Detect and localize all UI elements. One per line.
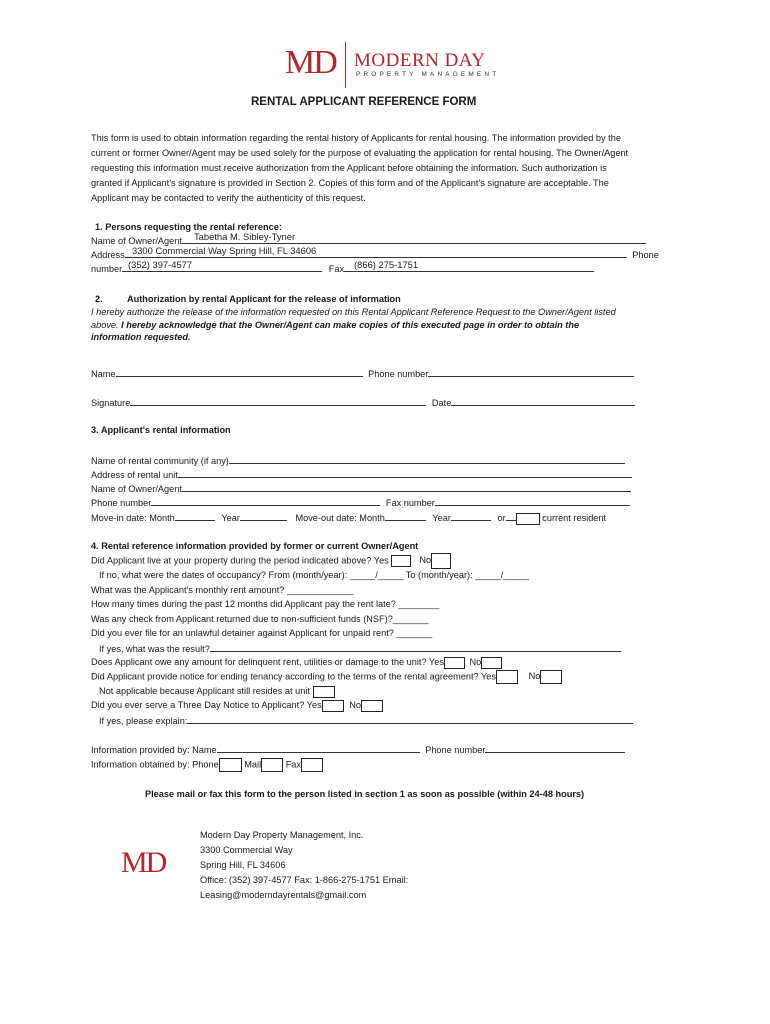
address-label: Address bbox=[91, 250, 125, 260]
rental-address-label: Address of rental unit bbox=[91, 470, 178, 480]
rental-owner-label: Name of Owner/Agent bbox=[91, 484, 182, 494]
company-email: Leasing@moderndayrentals@gmail.com bbox=[200, 890, 367, 900]
move-in-month-label: Move-in date: Month bbox=[91, 513, 175, 523]
intro-line: requesting this information must receive authorization from the Applicant before obtaining the information. Such authorization is bbox=[91, 163, 607, 173]
three-day-no-checkbox[interactable] bbox=[361, 700, 383, 712]
q-three-day-notice bbox=[91, 699, 383, 712]
community-field[interactable] bbox=[229, 454, 625, 464]
date-field[interactable] bbox=[451, 396, 635, 406]
fax-label: Fax bbox=[328, 264, 345, 274]
move-in-year-label: Year bbox=[221, 513, 240, 523]
logo-name: MODERN DAY bbox=[354, 50, 486, 71]
provided-by-label: Information provided by: Name bbox=[91, 745, 217, 755]
provided-by-row bbox=[91, 743, 625, 756]
section3-heading: 3. Applicant's rental information bbox=[91, 425, 231, 435]
provided-by-phone-label: Phone number bbox=[425, 745, 486, 755]
obtained-phone-checkbox[interactable] bbox=[219, 758, 242, 772]
notice-yes-checkbox[interactable] bbox=[496, 670, 518, 684]
authorization-text: above. bbox=[91, 320, 119, 330]
no-label: No bbox=[349, 700, 361, 710]
intro-line: current or former Owner/Agent may be used solely for the purpose of evaluating the application for rental housing. The Owner/Agent bbox=[91, 148, 629, 158]
signature-row bbox=[91, 396, 635, 409]
intro-line: Applicant may be contacted to verify the authenticity of this request. bbox=[91, 193, 366, 203]
applicant-name-label: Name bbox=[91, 369, 116, 379]
footer-logo-mark: MD bbox=[121, 846, 166, 879]
q-detainer-result bbox=[99, 642, 621, 655]
rental-phone-field[interactable] bbox=[151, 496, 380, 506]
obtained-by-label: Information obtained by: Phone bbox=[91, 759, 219, 770]
section1-heading: 1. Persons requesting the rental reference: bbox=[95, 222, 282, 232]
still-resides-checkbox[interactable] bbox=[313, 686, 335, 698]
or-label: or bbox=[497, 513, 506, 523]
community-row bbox=[91, 454, 625, 467]
authorization-line bbox=[91, 319, 579, 331]
provided-by-phone-field[interactable] bbox=[485, 743, 625, 753]
logo-mark: MD bbox=[285, 44, 336, 81]
rental-owner-row bbox=[91, 482, 631, 495]
rental-address-field[interactable] bbox=[178, 468, 632, 478]
q-still-resides bbox=[99, 685, 335, 698]
rental-fax-field[interactable] bbox=[435, 496, 630, 506]
obtained-fax-checkbox[interactable] bbox=[301, 758, 323, 772]
lived-yes-checkbox[interactable] bbox=[391, 555, 411, 567]
applicant-phone-field[interactable] bbox=[428, 367, 634, 377]
q-late-payments: How many times during the past 12 months did Applicant pay the rent late? ________ bbox=[91, 599, 440, 609]
detainer-result-field[interactable] bbox=[210, 642, 621, 652]
intro-line: This form is used to obtain information regarding the rental history of Applicants for rental housing. The information provided by the bbox=[91, 133, 621, 143]
logo-divider bbox=[345, 42, 346, 88]
q-nsf-check: Was any check from Applicant returned due to non-sufficient funds (NSF)?_______ bbox=[91, 614, 429, 624]
three-day-label: Did you ever serve a Three Day Notice to Applicant? Yes bbox=[91, 700, 322, 710]
obtained-mail-checkbox[interactable] bbox=[261, 758, 283, 772]
notice-no-checkbox[interactable] bbox=[540, 670, 562, 684]
applicant-name-field[interactable] bbox=[116, 367, 363, 377]
authorization-line: information requested. bbox=[91, 332, 191, 342]
logo-subtitle: PROPERTY MANAGEMENT bbox=[356, 71, 500, 78]
lived-no-checkbox[interactable] bbox=[431, 553, 451, 569]
still-resides-label: Not applicable because Applicant still resides at unit bbox=[99, 686, 310, 696]
authorization-line: I hereby authorize the release of the information requested on this Rental Applicant Reference Request to the Owner/Agent listed bbox=[91, 307, 616, 317]
fax-label: Fax bbox=[285, 759, 302, 770]
explain-field[interactable] bbox=[187, 714, 633, 724]
section4-heading: 4. Rental reference information provided by former or current Owner/Agent bbox=[91, 541, 419, 551]
move-out-year-field[interactable] bbox=[451, 511, 491, 521]
company-city: Spring Hill, FL 34606 bbox=[200, 860, 286, 870]
company-street: 3300 Commercial Way bbox=[200, 845, 293, 855]
acknowledgement-text: I hereby acknowledge that the Owner/Agent can make copies of this executed page in order to obtain the bbox=[118, 320, 580, 330]
number-label: number bbox=[91, 264, 123, 274]
rental-address-row bbox=[91, 468, 632, 481]
notice-label: Did Applicant provide notice for ending tenancy according to the terms of the rental agreement? Yes bbox=[91, 671, 497, 682]
signature-field[interactable] bbox=[130, 396, 426, 406]
three-day-yes-checkbox[interactable] bbox=[322, 700, 344, 712]
rental-phone-label: Phone number bbox=[91, 498, 152, 508]
contact-block bbox=[200, 828, 408, 903]
q-unlawful-detainer: Did you ever file for an unlawful detainer against Applicant for unpaid rent? _______ bbox=[91, 628, 433, 638]
fax-field[interactable]: (866) 275-1751 bbox=[354, 259, 419, 270]
move-dates-row bbox=[91, 511, 606, 525]
section2-number: 2. bbox=[95, 294, 103, 304]
address-field[interactable]: 3300 Commercial Way Spring Hill, FL 34606 bbox=[132, 245, 317, 256]
owe-no-checkbox[interactable] bbox=[481, 657, 502, 669]
applicant-phone-label: Phone number bbox=[368, 369, 429, 379]
community-label: Name of rental community (if any) bbox=[91, 456, 229, 466]
applicant-name-row bbox=[91, 367, 634, 380]
phone-label: Phone bbox=[632, 250, 659, 260]
obtained-by-row bbox=[91, 758, 323, 772]
provided-by-name-field[interactable] bbox=[217, 743, 420, 753]
move-out-year-label: Year bbox=[432, 513, 451, 523]
move-in-month-field[interactable] bbox=[175, 511, 215, 521]
move-out-month-label: Move-out date: Month bbox=[295, 513, 385, 523]
move-out-month-field[interactable] bbox=[385, 511, 426, 521]
q-notice-ending bbox=[91, 670, 562, 684]
current-resident-label: current resident bbox=[542, 513, 607, 523]
company-phones: Office: (352) 397-4577 Fax: 1-866-275-1751 Email: bbox=[200, 875, 409, 885]
owe-amount-label: Does Applicant owe any amount for delinquent rent, utilities or damage to the unit? Yes bbox=[91, 657, 444, 667]
current-resident-checkbox[interactable] bbox=[516, 513, 540, 525]
move-in-year-field[interactable] bbox=[240, 511, 287, 521]
q-lived-at-property bbox=[91, 553, 451, 569]
phone-field[interactable]: (352) 397-4577 bbox=[128, 259, 193, 270]
owner-agent-field[interactable]: Tabetha M. Sibley-Tyner bbox=[194, 231, 296, 242]
q-monthly-rent: What was the Applicant’s monthly rent amount? _____________ bbox=[91, 585, 354, 595]
q-explain bbox=[99, 714, 633, 727]
rental-owner-field[interactable] bbox=[182, 482, 631, 492]
explain-label: If yes, please explain: bbox=[99, 716, 188, 726]
rental-phone-row bbox=[91, 496, 630, 509]
mail-label: Mail bbox=[244, 759, 262, 770]
owner-agent-label: Name of Owner/Agent bbox=[91, 236, 182, 246]
date-label: Date bbox=[431, 398, 452, 408]
q-occupancy-dates: If no, what were the dates of occupancy? From (month/year): _____/_____ To (month/year): _____/_____ bbox=[99, 570, 529, 580]
q-lived-label: Did Applicant live at your property during the period indicated above? Yes bbox=[91, 555, 389, 566]
no-label: No bbox=[419, 555, 432, 566]
rental-fax-label: Fax number bbox=[385, 498, 435, 508]
owe-yes-checkbox[interactable] bbox=[444, 657, 465, 669]
signature-label: Signature bbox=[91, 398, 131, 408]
mail-instructions: Please mail or fax this form to the person listed in section 1 as soon as possible (within 24-48 hours) bbox=[145, 789, 585, 799]
intro-line: granted if Applicant’s signature is provided in Section 2. Copies of this form and of the Applicant’s signature are acceptable. The bbox=[91, 178, 609, 188]
page-title: RENTAL APPLICANT REFERENCE FORM bbox=[251, 96, 477, 108]
intro-paragraph bbox=[91, 131, 628, 206]
detainer-result-label: If yes, what was the result? bbox=[99, 644, 210, 654]
no-label: No bbox=[469, 657, 482, 667]
no-label: No bbox=[528, 671, 541, 682]
q-owe-amount bbox=[91, 656, 502, 669]
section2-heading: Authorization by rental Applicant for the release of information bbox=[127, 294, 401, 304]
company-name: Modern Day Property Management, Inc. bbox=[200, 830, 364, 840]
